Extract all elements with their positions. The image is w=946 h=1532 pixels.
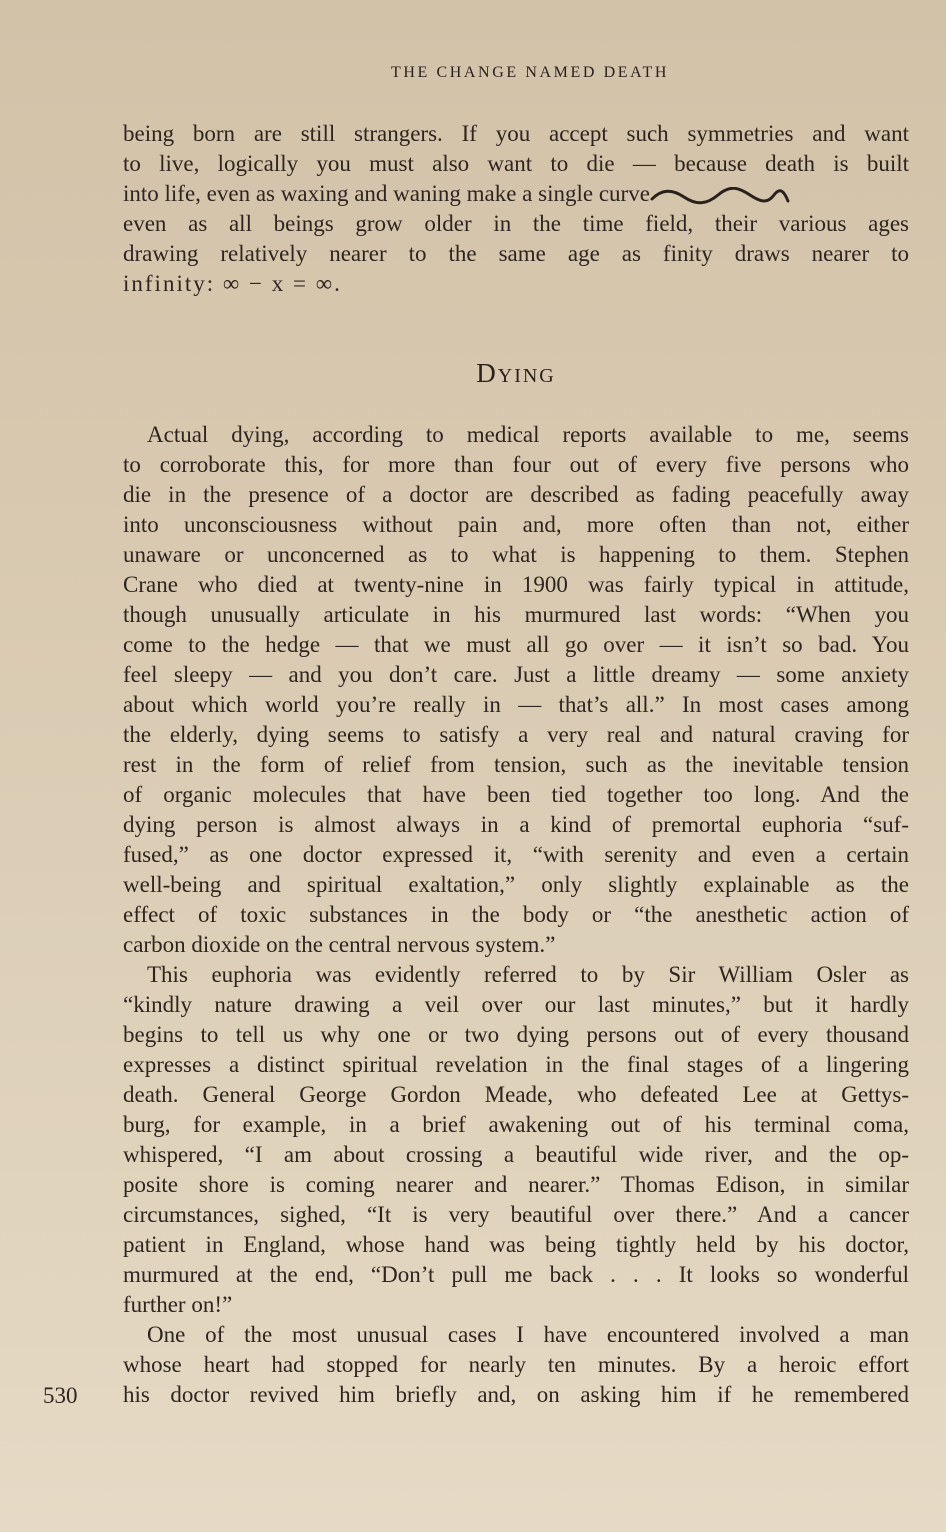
text-line: One of the most unusual cases I have encountered involved a man <box>147 1322 909 1347</box>
text-line: circumstances, sighed, “It is very beautiful over there.” And a cancer <box>123 1202 909 1227</box>
text-line: murmured at the end, “Don’t pull me back . . . It looks so wonderful <box>123 1262 909 1287</box>
text-line: die in the presence of a doctor are described as fading peacefully away <box>123 482 909 507</box>
text-line-with-wave <box>123 179 909 209</box>
heading-small-caps: YING <box>497 365 556 387</box>
page-number: 530 <box>43 1383 78 1408</box>
text-line: even as all beings grow older in the time field, their various ages <box>123 211 909 236</box>
text-line: into life, even as waxing and waning make a single curve <box>123 181 650 206</box>
intro-paragraph <box>123 119 909 299</box>
paragraph <box>123 1320 909 1410</box>
paragraph <box>123 960 909 1320</box>
text-line: This euphoria was evidently referred to by Sir William Osler as <box>147 962 909 987</box>
text-line: Actual dying, according to medical reports available to me, seems <box>147 422 909 447</box>
text-line: expresses a distinct spiritual revelation in the final stages of a lingering <box>123 1052 909 1077</box>
text-line: burg, for example, in a brief awakening out of his terminal coma, <box>123 1112 909 1137</box>
text-line: fused,” as one doctor expressed it, “with serenity and even a certain <box>123 842 909 867</box>
text-line: dying person is almost always in a kind of premortal euphoria “suf- <box>123 812 909 837</box>
text-line: begins to tell us why one or two dying persons out of every thousand <box>123 1022 909 1047</box>
text-line: though unusually articulate in his murmured last words: “When you <box>123 602 909 627</box>
text-line: posite shore is coming nearer and nearer.” Thomas Edison, in similar <box>123 1172 909 1197</box>
paragraph <box>123 420 909 960</box>
text-line: the elderly, dying seems to satisfy a very real and natural craving for <box>123 722 909 747</box>
text-line: feel sleepy — and you don’t care. Just a little dreamy — some anxiety <box>123 662 909 687</box>
section-heading <box>123 358 909 389</box>
text-line: of organic molecules that have been tied together too long. And the <box>123 782 909 807</box>
wave-curve-icon <box>650 187 790 205</box>
text-line: being born are still strangers. If you accept such symmetries and want <box>123 121 909 146</box>
text-line: unaware or unconcerned as to what is happening to them. Stephen <box>123 542 909 567</box>
text-line: to live, logically you must also want to die — because death is built <box>123 151 909 176</box>
text-line: Crane who died at twenty-nine in 1900 was fairly typical in attitude, <box>123 572 909 597</box>
text-line: effect of toxic substances in the body or “the anesthetic action of <box>123 902 909 927</box>
text-line: carbon dioxide on the central nervous system.” <box>123 932 556 957</box>
text-line: whose heart had stopped for nearly ten minutes. By a heroic effort <box>123 1352 909 1377</box>
text-line: death. General George Gordon Meade, who defeated Lee at Gettys- <box>123 1082 909 1107</box>
text-line: rest in the form of relief from tension, such as the inevitable tension <box>123 752 909 777</box>
text-line: to corroborate this, for more than four out of every five persons who <box>123 452 909 477</box>
text-line: about which world you’re really in — that’s all.” In most cases among <box>123 692 909 717</box>
text-line: patient in England, whose hand was being tightly held by his doctor, <box>123 1232 909 1257</box>
text-line-equation: infinity: ∞ − x = ∞. <box>123 271 342 296</box>
text-line: well-being and spiritual exaltation,” only slightly explainable as the <box>123 872 909 897</box>
running-head: THE CHANGE NAMED DEATH <box>390 64 670 81</box>
text-line: his doctor revived him briefly and, on asking him if he remembered <box>123 1382 909 1407</box>
text-line: further on!” <box>123 1292 233 1317</box>
text-line: whispered, “I am about crossing a beautiful wide river, and the op- <box>123 1142 909 1167</box>
text-line: into unconsciousness without pain and, more often than not, either <box>123 512 909 537</box>
text-line: “kindly nature drawing a veil over our last minutes,” but it hardly <box>123 992 909 1017</box>
text-line: drawing relatively nearer to the same age as finity draws nearer to <box>123 241 909 266</box>
text-line: come to the hedge — that we must all go over — it isn’t so bad. You <box>123 632 909 657</box>
heading-initial: D <box>476 358 498 388</box>
body-text <box>123 420 909 1410</box>
